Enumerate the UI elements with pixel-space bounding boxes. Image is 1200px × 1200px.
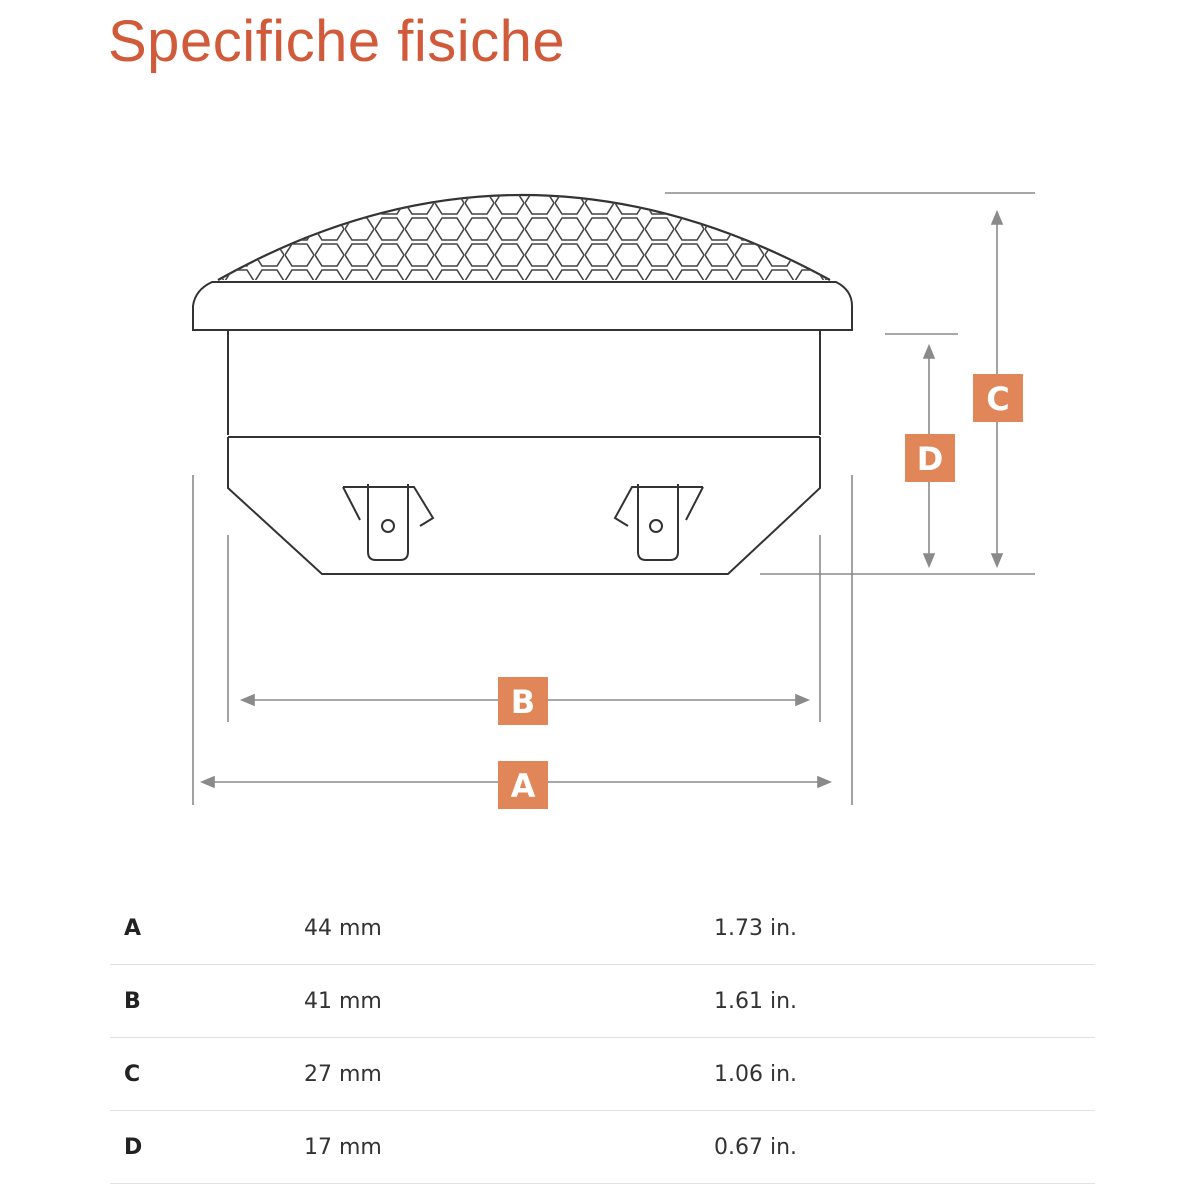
spec-mm: 17 mm [304,1111,714,1184]
badge-d-label: D [916,440,944,478]
spec-inch: 1.61 in. [714,965,1095,1038]
badge-a [498,761,548,809]
spec-inch: 0.67 in. [714,1111,1095,1184]
spec-mm: 44 mm [304,892,714,965]
spec-key: A [110,892,304,965]
table-row [110,892,1095,965]
badge-c [973,374,1023,422]
spec-inch: 1.06 in. [714,1038,1095,1111]
table-row [110,1111,1095,1184]
badge-b [498,677,548,725]
spec-mm: 41 mm [304,965,714,1038]
tweeter-drawing [193,180,852,574]
badge-a-label: A [510,767,536,805]
spec-table [110,892,1095,1184]
terminal-left [343,484,433,560]
spec-key: C [110,1038,304,1111]
base [228,437,820,574]
badge-b-label: B [510,683,536,721]
badge-c-label: C [986,380,1010,418]
table-row [110,1038,1095,1111]
page-title: Specifiche fisiche [108,9,566,74]
spec-inch: 1.73 in. [714,892,1095,965]
spec-key: D [110,1111,304,1184]
table-row [110,965,1095,1038]
dimension-lines [193,193,1035,805]
cup [228,330,820,435]
terminal-right [615,484,703,560]
badge-d [905,434,955,482]
spec-mm: 27 mm [304,1038,714,1111]
spec-key: B [110,965,304,1038]
flange [193,282,852,330]
